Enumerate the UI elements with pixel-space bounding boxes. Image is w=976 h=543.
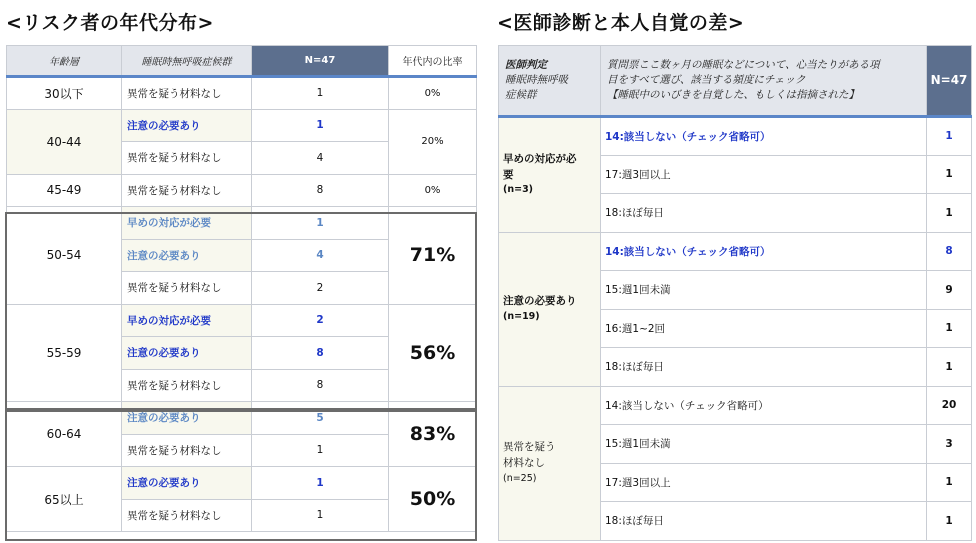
question-cell: 15:週1回未満 [601,425,927,464]
question-cell: 16:週1~2回 [601,309,927,348]
symptom-cell: 注意の必要あり [122,109,252,142]
symptom-cell: 注意の必要あり [122,239,252,272]
table-row [7,304,477,337]
symptom-cell: 注意の必要あり [122,337,252,370]
count-cell: 2 [252,304,389,337]
ratio-cell: 71% [389,207,477,305]
symptom-cell: 早めの対応が必要 [122,207,252,240]
header-question-line: 【睡眠中のいびきを自覚した、もしくは指摘された】 [607,89,859,102]
header-diagnosis [499,46,601,117]
table-row [7,207,477,240]
age-cell: 60-64 [7,402,122,467]
table-header-row [499,46,972,117]
header-question [601,46,927,117]
symptom-cell: 異常を疑う材料なし [122,369,252,402]
value-cell: 9 [927,271,972,310]
value-cell: 1 [927,309,972,348]
symptom-cell: 異常を疑う材料なし [122,77,252,110]
question-cell: 15:週1回未満 [601,271,927,310]
value-cell: 8 [927,232,972,271]
table-header-row [7,46,477,77]
group-cell [499,232,601,386]
ratio-cell: 0% [389,77,477,110]
group-count: (n=3) [503,184,534,196]
count-cell: 1 [252,467,389,500]
age-cell: 65以上 [7,467,122,532]
ratio-cell: 83% [389,402,477,467]
header-age: 年齢層 [7,46,122,77]
table-row [7,109,477,142]
table-row [499,117,972,156]
value-cell: 1 [927,155,972,194]
ratio-cell: 50% [389,467,477,532]
group-label: 注意の必要あり [503,295,577,307]
symptom-cell: 早めの対応が必要 [122,304,252,337]
group-count: (n=25) [503,472,537,484]
ratio-cell: 20% [389,109,477,174]
header-n: N=47 [927,46,972,117]
question-cell: 18:ほぼ毎日 [601,502,927,541]
header-diagnosis-line: 症候群 [505,89,537,102]
age-cell: 50-54 [7,207,122,305]
ratio-cell: 0% [389,174,477,207]
table-row [7,402,477,435]
group-count: (n=19) [503,310,540,322]
count-cell: 1 [252,499,389,532]
value-cell: 1 [927,348,972,387]
count-cell: 4 [252,142,389,175]
header-question-line: 質問票ここ数ヶ月の睡眠などについて、心当たりがある項 [607,58,880,71]
group-label: 要 [503,168,514,181]
age-cell: 45-49 [7,174,122,207]
count-cell: 4 [252,239,389,272]
diagnosis-gap-title: <医師診断と本人自覚の差> [497,12,745,34]
question-cell: 14:該当しない（チェック省略可） [601,232,927,271]
count-cell: 8 [252,369,389,402]
value-cell: 1 [927,502,972,541]
count-cell: 1 [252,77,389,110]
value-cell: 1 [927,194,972,233]
question-cell: 17:週3回以上 [601,155,927,194]
symptom-cell: 異常を疑う材料なし [122,434,252,467]
table-row [499,232,972,271]
question-cell: 18:ほぼ毎日 [601,194,927,233]
value-cell: 1 [927,117,972,156]
age-cell: 30以下 [7,77,122,110]
symptom-cell: 異常を疑う材料なし [122,174,252,207]
age-cell: 55-59 [7,304,122,402]
count-cell: 1 [252,434,389,467]
count-cell: 1 [252,207,389,240]
group-cell [499,386,601,540]
age-distribution-title: <リスク者の年代分布> [6,12,214,34]
header-symptom: 睡眠時無呼吸症候群 [122,46,252,77]
count-cell: 5 [252,402,389,435]
table-row [499,386,972,425]
header-question-line: 目をすべて選び、該当する頻度にチェック [607,73,806,86]
age-cell: 40-44 [7,109,122,174]
symptom-cell: 異常を疑う材料なし [122,272,252,305]
symptom-cell: 注意の必要あり [122,402,252,435]
question-cell: 17:週3回以上 [601,463,927,502]
symptom-cell: 注意の必要あり [122,467,252,500]
group-cell [499,117,601,233]
header-n: N=47 [252,46,389,77]
group-label: 早めの対応が必 [503,152,577,165]
question-cell: 14:該当しない（チェック省略可） [601,117,927,156]
ratio-cell: 56% [389,304,477,402]
question-cell: 14:該当しない（チェック省略可） [601,386,927,425]
header-diagnosis-line: 睡眠時無呼吸 [505,73,568,86]
count-cell: 2 [252,272,389,305]
value-cell: 3 [927,425,972,464]
table-row [7,174,477,207]
header-diagnosis-line: 医師判定 [505,58,547,71]
age-distribution-table [6,45,477,532]
diagnosis-gap-table [498,45,972,541]
symptom-cell: 異常を疑う材料なし [122,499,252,532]
table-row [7,467,477,500]
count-cell: 8 [252,337,389,370]
table-row [7,77,477,110]
group-label: 材料なし [503,456,545,469]
value-cell: 20 [927,386,972,425]
header-ratio: 年代内の比率 [389,46,477,77]
group-label: 異常を疑う [503,441,556,454]
count-cell: 8 [252,174,389,207]
symptom-cell: 異常を疑う材料なし [122,142,252,175]
count-cell: 1 [252,109,389,142]
question-cell: 18:ほぼ毎日 [601,348,927,387]
value-cell: 1 [927,463,972,502]
